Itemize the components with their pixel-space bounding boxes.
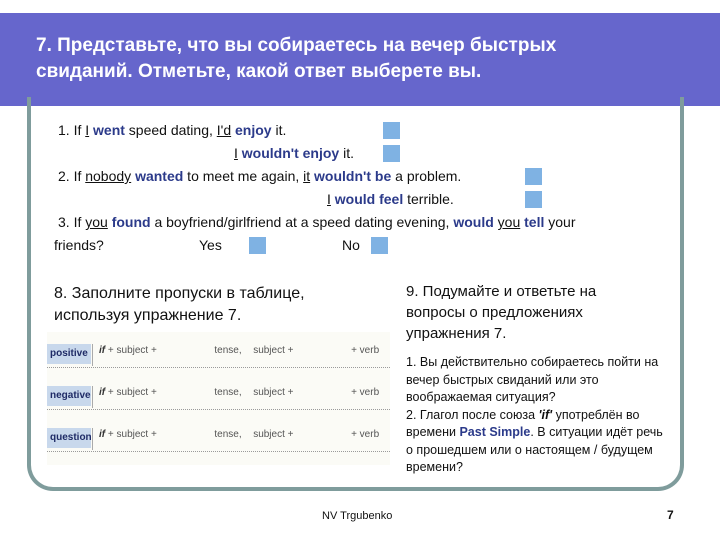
form-table bbox=[47, 332, 390, 465]
text: you bbox=[497, 214, 521, 230]
text: terrible. bbox=[403, 191, 454, 207]
text: enjoy bbox=[235, 122, 272, 138]
subject-slot: + subject + bbox=[107, 429, 157, 440]
table-row bbox=[47, 378, 390, 416]
text: wanted bbox=[135, 168, 184, 184]
text: it. bbox=[271, 122, 287, 138]
text: you bbox=[85, 214, 108, 230]
text: would bbox=[453, 214, 494, 230]
title-line-2: свиданий. Отметьте, какой ответ выберете вы. bbox=[36, 61, 482, 82]
tense-slot: tense, bbox=[214, 387, 242, 398]
footer-author: NV Trgubenko bbox=[322, 510, 393, 522]
answer-checkbox-yes[interactable] bbox=[249, 237, 266, 254]
exercise-line-2 bbox=[234, 142, 354, 164]
text: a problem. bbox=[391, 168, 462, 184]
subject-slot-2: subject + bbox=[253, 345, 294, 356]
exercise-line-1 bbox=[58, 119, 286, 141]
row-label: negative bbox=[47, 386, 91, 406]
subject-slot: + subject + bbox=[107, 345, 157, 356]
answer-checkbox-2a[interactable] bbox=[525, 168, 542, 185]
exercise-line-6: friends? bbox=[54, 237, 104, 253]
answer-2 bbox=[406, 407, 668, 477]
table-row bbox=[47, 336, 390, 374]
divider bbox=[92, 386, 93, 408]
fill-line[interactable] bbox=[47, 367, 390, 368]
subject-slot: + subject + bbox=[107, 387, 157, 398]
text: I bbox=[327, 191, 331, 207]
fill-line[interactable] bbox=[47, 409, 390, 410]
page-title bbox=[36, 33, 676, 85]
text: found bbox=[111, 214, 151, 230]
task-8-heading: 8. Заполните пропуски в таблице, используя упражнение 7. bbox=[54, 285, 305, 324]
answer-checkbox-1b[interactable] bbox=[383, 145, 400, 162]
if-word: 'if' bbox=[538, 407, 553, 422]
if-word: if bbox=[99, 429, 106, 440]
tense-slot: tense, bbox=[214, 429, 242, 440]
text: 1. If bbox=[58, 122, 86, 138]
text: wouldn't enjoy bbox=[241, 145, 340, 161]
verb-slot: + verb bbox=[351, 345, 380, 356]
text: it bbox=[303, 168, 311, 184]
text: I'd bbox=[216, 122, 232, 138]
text: would feel bbox=[334, 191, 404, 207]
table-row bbox=[47, 420, 390, 458]
subject-slot-2: subject + bbox=[253, 387, 294, 398]
answer-checkbox-1a[interactable] bbox=[383, 122, 400, 139]
task-9-heading: 9. Подумайте и ответьте на вопросы о предложениях упражнения 7. bbox=[406, 283, 597, 342]
text: a boyfriend/girlfriend at a speed dating evening, bbox=[150, 214, 454, 230]
yes-label: Yes bbox=[199, 237, 222, 253]
text: I bbox=[85, 122, 90, 138]
text: . В ситуации идёт речь о прошедшем или о настоящем / будущем времени? bbox=[406, 425, 663, 474]
task-9-answers bbox=[406, 354, 668, 477]
exercise-line-3 bbox=[58, 165, 461, 187]
page-number: 7 bbox=[667, 508, 674, 522]
fill-line[interactable] bbox=[47, 451, 390, 452]
text: nobody bbox=[85, 168, 132, 184]
text: speed dating, bbox=[124, 122, 217, 138]
divider bbox=[92, 428, 93, 450]
verb-slot: + verb bbox=[351, 387, 380, 398]
text: 2. If bbox=[58, 168, 86, 184]
row-formula bbox=[99, 345, 379, 356]
subject-slot-2: subject + bbox=[253, 429, 294, 440]
title-banner bbox=[0, 13, 720, 106]
text: употреблён во времени bbox=[406, 407, 640, 439]
exercise-line-4 bbox=[327, 188, 454, 210]
text: your bbox=[544, 214, 576, 230]
title-line-1: 7. Представьте, что вы собираетесь на вечер быстрых bbox=[36, 35, 557, 56]
text: it. bbox=[339, 145, 354, 161]
answer-checkbox-no[interactable] bbox=[371, 237, 388, 254]
tense-slot: tense, bbox=[214, 345, 242, 356]
text: to meet me again, bbox=[183, 168, 304, 184]
text: wouldn't be bbox=[314, 168, 392, 184]
if-word: if bbox=[99, 387, 106, 398]
row-formula bbox=[99, 429, 379, 440]
answer-1: 1. Вы действительно собираетесь пойти на вечер быстрых свиданий или это воображаемая ситуация? bbox=[406, 355, 659, 404]
text: 3. If bbox=[58, 214, 86, 230]
past-simple-term: Past Simple bbox=[459, 425, 531, 439]
if-word: if bbox=[99, 345, 106, 356]
row-formula bbox=[99, 387, 379, 398]
divider bbox=[92, 344, 93, 366]
text: went bbox=[93, 122, 125, 138]
verb-slot: + verb bbox=[351, 429, 380, 440]
no-label: No bbox=[342, 237, 360, 253]
text: 2. Глагол после союза bbox=[406, 407, 539, 422]
row-label: positive bbox=[47, 344, 91, 364]
exercise-line-5 bbox=[58, 211, 576, 233]
text: I bbox=[234, 145, 238, 161]
answer-checkbox-2b[interactable] bbox=[525, 191, 542, 208]
row-label: question bbox=[47, 428, 91, 448]
text: tell bbox=[524, 214, 545, 230]
